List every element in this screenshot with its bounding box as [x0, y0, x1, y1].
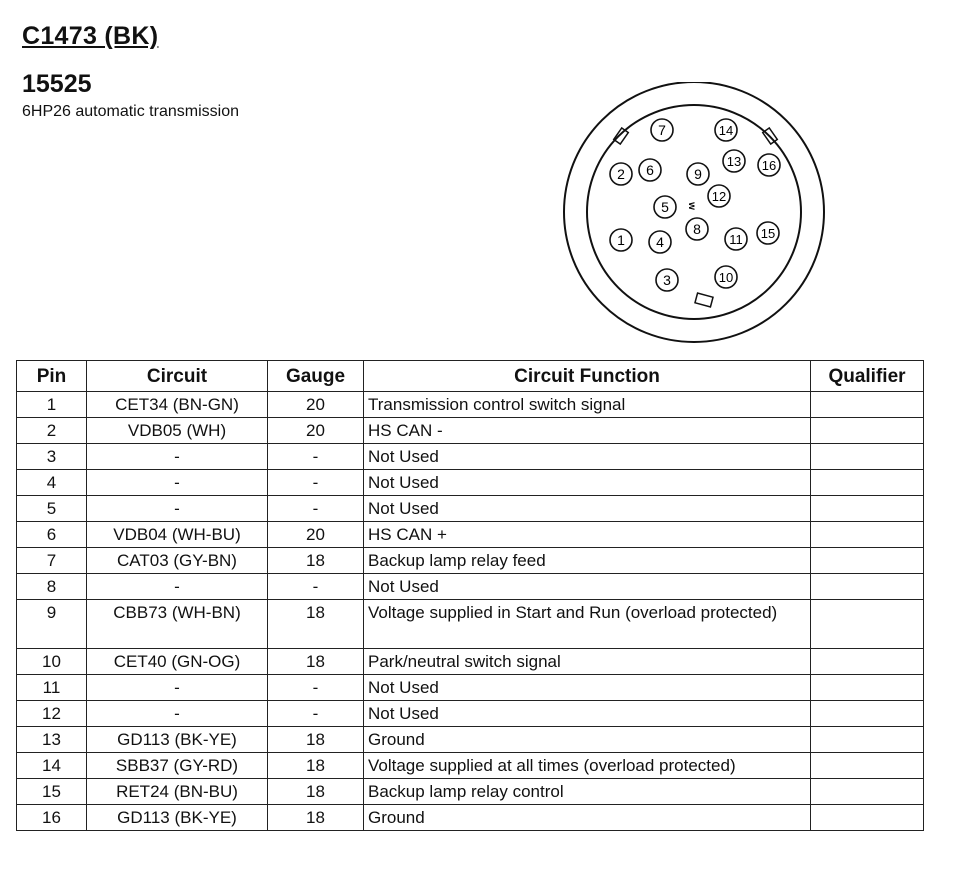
column-header-qualifier: Qualifier: [811, 361, 924, 392]
function-cell: Voltage supplied in Start and Run (overload protected): [364, 600, 811, 649]
gauge-cell: -: [268, 444, 364, 470]
connector-id-title: C1473 (BK): [22, 22, 159, 50]
gauge-cell: 20: [268, 392, 364, 418]
circuit-cell: CET40 (GN-OG): [87, 649, 268, 675]
qualifier-cell: [811, 392, 924, 418]
function-cell: Voltage supplied at all times (overload protected): [364, 753, 811, 779]
connector-pin-label: 7: [658, 122, 666, 138]
function-cell: Park/neutral switch signal: [364, 649, 811, 675]
gauge-cell: -: [268, 496, 364, 522]
qualifier-cell: [811, 496, 924, 522]
qualifier-cell: [811, 701, 924, 727]
qualifier-cell: [811, 727, 924, 753]
connector-pin-label: 13: [726, 154, 742, 169]
circuit-cell: -: [87, 574, 268, 600]
pin-cell: 6: [17, 522, 87, 548]
function-cell: Not Used: [364, 701, 811, 727]
connector-pin-10: [715, 266, 737, 288]
pin-cell: 14: [17, 753, 87, 779]
qualifier-cell: [811, 649, 924, 675]
connector-face-diagram: [555, 82, 845, 352]
table-row: [17, 600, 924, 649]
qualifier-cell: [811, 675, 924, 701]
connector-pin-label: 16: [761, 158, 777, 173]
pin-assignment-table: [16, 360, 924, 831]
function-cell: Not Used: [364, 675, 811, 701]
table-row: [17, 496, 924, 522]
function-cell: Ground: [364, 805, 811, 831]
circuit-cell: CBB73 (WH-BN): [87, 600, 268, 649]
connector-pin-15: [757, 222, 779, 244]
gauge-cell: 18: [268, 649, 364, 675]
pin-cell: 2: [17, 418, 87, 444]
column-header-pin: Pin: [17, 361, 87, 392]
qualifier-cell: [811, 574, 924, 600]
qualifier-cell: [811, 418, 924, 444]
pin-cell: 9: [17, 600, 87, 649]
function-cell: Backup lamp relay feed: [364, 548, 811, 574]
circuit-cell: VDB05 (WH): [87, 418, 268, 444]
connector-pin-3: [656, 269, 678, 291]
table-row: [17, 675, 924, 701]
pin-cell: 15: [17, 779, 87, 805]
function-cell: Ground: [364, 727, 811, 753]
connector-pin-label: 8: [693, 221, 701, 237]
function-cell: Not Used: [364, 444, 811, 470]
circuit-cell: SBB37 (GY-RD): [87, 753, 268, 779]
connector-outer-ring: [564, 82, 824, 342]
pin-cell: 4: [17, 470, 87, 496]
connector-pin-label: 9: [694, 166, 702, 182]
circuit-cell: RET24 (BN-BU): [87, 779, 268, 805]
key-notch-left: [614, 128, 629, 144]
connector-pin-2: [610, 163, 632, 185]
column-header-circuit-function: Circuit Function: [364, 361, 811, 392]
connector-pin-11: [725, 228, 747, 250]
table-row: [17, 805, 924, 831]
circuit-cell: CAT03 (GY-BN): [87, 548, 268, 574]
qualifier-cell: [811, 600, 924, 649]
gauge-cell: 18: [268, 727, 364, 753]
pin-table-body: [17, 392, 924, 831]
connector-pin-5: [654, 196, 676, 218]
connector-pin-label: 12: [711, 189, 727, 204]
connector-pin-label: 1: [617, 232, 625, 248]
pin-cell: 13: [17, 727, 87, 753]
circuit-cell: VDB04 (WH-BU): [87, 522, 268, 548]
table-header-row: [17, 361, 924, 392]
pin-cell: 7: [17, 548, 87, 574]
function-cell: HS CAN +: [364, 522, 811, 548]
connector-pin-label: 11: [729, 232, 743, 247]
table-row: [17, 753, 924, 779]
gauge-cell: 18: [268, 779, 364, 805]
qualifier-cell: [811, 470, 924, 496]
gauge-cell: 20: [268, 522, 364, 548]
connector-pin-6: [639, 159, 661, 181]
gauge-cell: 18: [268, 753, 364, 779]
gauge-cell: -: [268, 470, 364, 496]
table-row: [17, 522, 924, 548]
connector-pin-7: [651, 119, 673, 141]
connector-pin-16: [758, 154, 780, 176]
pin-cell: 11: [17, 675, 87, 701]
qualifier-cell: [811, 805, 924, 831]
gauge-cell: 20: [268, 418, 364, 444]
function-cell: Backup lamp relay control: [364, 779, 811, 805]
connector-pin-12: [708, 185, 730, 207]
table-row: [17, 392, 924, 418]
connector-pin-9: [687, 163, 709, 185]
pin-cell: 10: [17, 649, 87, 675]
connector-pin-14: [715, 119, 737, 141]
pin-cell: 16: [17, 805, 87, 831]
table-row: [17, 779, 924, 805]
circuit-cell: GD113 (BK-YE): [87, 727, 268, 753]
column-header-gauge: Gauge: [268, 361, 364, 392]
function-cell: HS CAN -: [364, 418, 811, 444]
connector-pin-13: [723, 150, 745, 172]
connector-pin-label: 6: [646, 162, 654, 178]
function-cell: Transmission control switch signal: [364, 392, 811, 418]
connector-marker-label: w: [686, 202, 697, 210]
table-row: [17, 418, 924, 444]
key-notch-bottom: [695, 293, 713, 307]
pin-cell: 5: [17, 496, 87, 522]
table-row: [17, 470, 924, 496]
connector-pin-8: [686, 218, 708, 240]
table-row: [17, 548, 924, 574]
connector-pin-label: 14: [718, 123, 734, 138]
connector-pin-label: 2: [617, 166, 625, 182]
gauge-cell: 18: [268, 548, 364, 574]
table-row: [17, 701, 924, 727]
connector-pin-label: 3: [663, 272, 671, 288]
gauge-cell: -: [268, 574, 364, 600]
gauge-cell: 18: [268, 600, 364, 649]
table-row: [17, 574, 924, 600]
circuit-cell: -: [87, 496, 268, 522]
circuit-cell: CET34 (BN-GN): [87, 392, 268, 418]
circuit-cell: -: [87, 701, 268, 727]
qualifier-cell: [811, 753, 924, 779]
connector-inner-ring: [587, 105, 801, 319]
table-row: [17, 444, 924, 470]
gauge-cell: -: [268, 675, 364, 701]
function-cell: Not Used: [364, 470, 811, 496]
part-number: 15525: [22, 70, 92, 98]
table-row: [17, 727, 924, 753]
qualifier-cell: [811, 779, 924, 805]
connector-description: 6HP26 automatic transmission: [22, 103, 239, 120]
circuit-cell: GD113 (BK-YE): [87, 805, 268, 831]
circuit-cell: -: [87, 470, 268, 496]
connector-pin-1: [610, 229, 632, 251]
circuit-cell: -: [87, 444, 268, 470]
connector-pin-label: 5: [661, 199, 669, 215]
gauge-cell: 18: [268, 805, 364, 831]
connector-pin-label: 15: [760, 226, 776, 241]
qualifier-cell: [811, 522, 924, 548]
pin-cell: 3: [17, 444, 87, 470]
gauge-cell: -: [268, 701, 364, 727]
column-header-circuit: Circuit: [87, 361, 268, 392]
function-cell: Not Used: [364, 574, 811, 600]
qualifier-cell: [811, 548, 924, 574]
function-cell: Not Used: [364, 496, 811, 522]
qualifier-cell: [811, 444, 924, 470]
connector-pin-label: 10: [718, 270, 734, 285]
pin-cell: 12: [17, 701, 87, 727]
connector-pin-label: 4: [656, 234, 664, 250]
pin-cell: 1: [17, 392, 87, 418]
circuit-cell: -: [87, 675, 268, 701]
table-row: [17, 649, 924, 675]
connector-pin-4: [649, 231, 671, 253]
pin-cell: 8: [17, 574, 87, 600]
